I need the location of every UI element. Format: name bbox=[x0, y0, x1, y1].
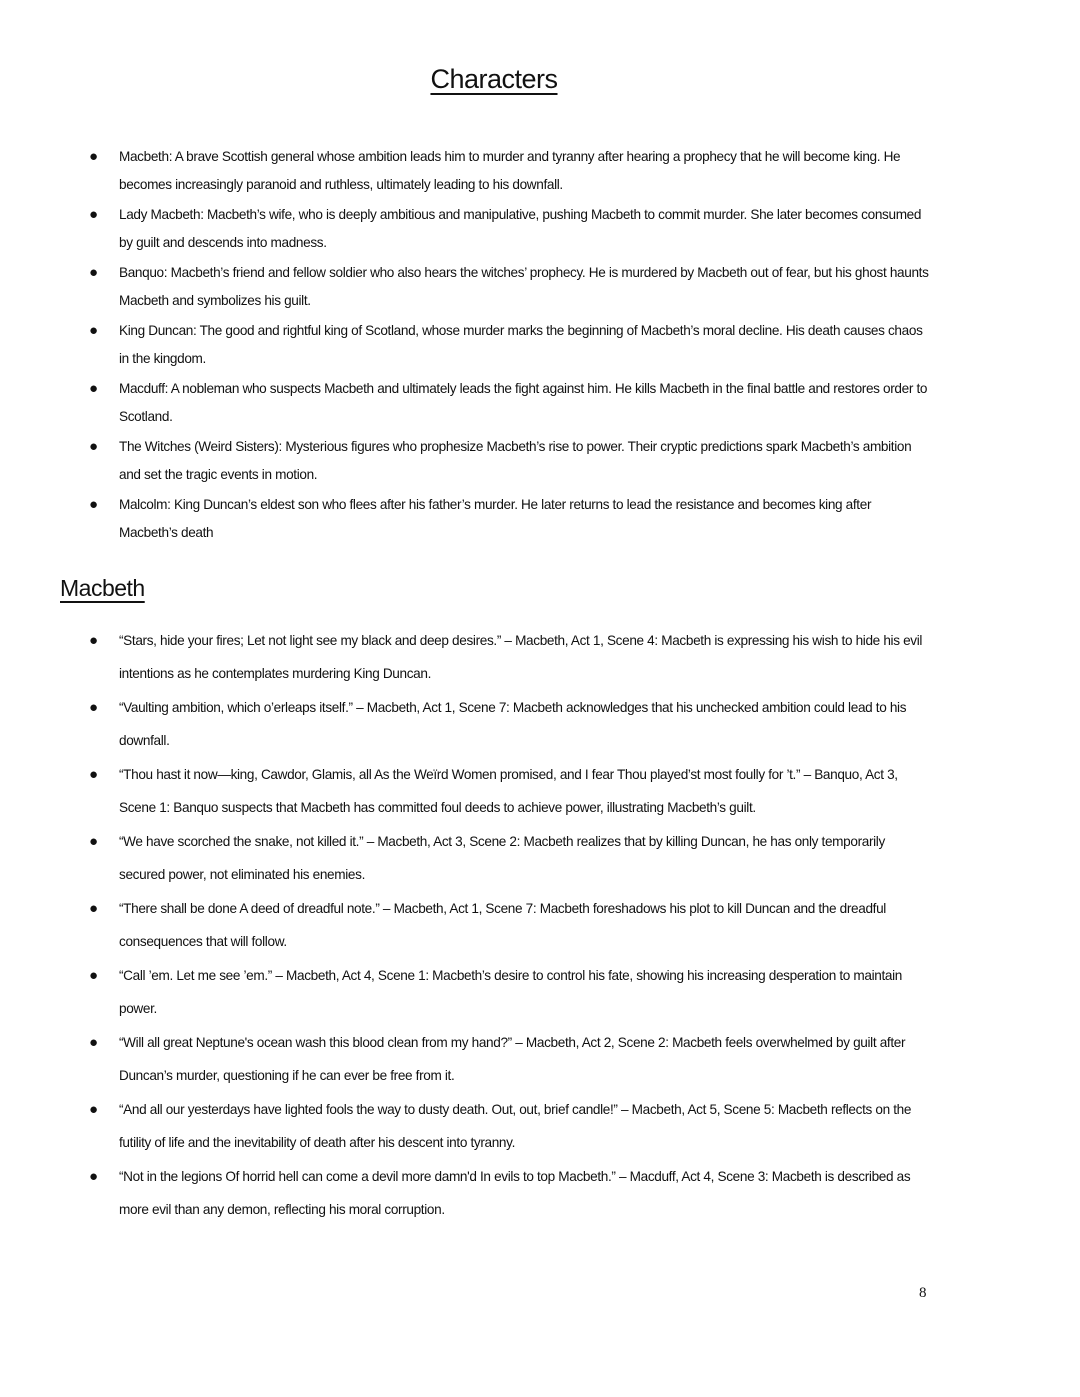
list-item-text: The Witches (Weird Sisters): Mysterious figures who prophesize Macbeth’s rise to power. Their cryptic predictions spark Macbeth’s ambition and set the tragic events in motion. bbox=[119, 439, 912, 482]
list-item-text: “Call ’em. Let me see ’em.” – Macbeth, Act 4, Scene 1: Macbeth’s desire to control his fate, showing his increasing desperation to maintain power. bbox=[119, 968, 903, 1016]
bullet-icon: ● bbox=[89, 1101, 98, 1118]
quote-item bbox=[0, 1094, 931, 1159]
characters-list bbox=[0, 143, 931, 549]
character-item bbox=[0, 433, 931, 489]
bullet-icon: ● bbox=[89, 206, 98, 223]
list-item-text: Lady Macbeth: Macbeth’s wife, who is deeply ambitious and manipulative, pushing Macbeth to commit murder. She later becomes consumed by guilt and descends into madness. bbox=[119, 207, 922, 250]
quote-item bbox=[0, 692, 931, 757]
list-item-text: “Thou hast it now—king, Cawdor, Glamis, all As the Weïrd Women promised, and I fear Thou played’st most foully for ’t.” – Banquo, Act 3, Scene 1: Banquo suspects that Macbeth has committed foul deeds to achieve power, illustrating Macbeth’s guilt. bbox=[119, 767, 898, 815]
list-item-text: King Duncan: The good and rightful king of Scotland, whose murder marks the beginning of Macbeth’s moral decline. His death causes chaos in the kingdom. bbox=[119, 323, 923, 366]
quotes-list bbox=[0, 625, 931, 1228]
bullet-icon: ● bbox=[89, 900, 98, 917]
page-title: Characters bbox=[430, 64, 558, 94]
list-item-text: “Not in the legions Of horrid hell can come a devil more damn'd In evils to top Macbeth.” – Macduff, Act 4, Scene 3: Macbeth is described as more evil than any demon, reflecting his moral corruption. bbox=[119, 1169, 911, 1217]
quote-item bbox=[0, 960, 931, 1025]
quote-item bbox=[0, 893, 931, 958]
quote-item bbox=[0, 1027, 931, 1092]
character-item bbox=[0, 259, 931, 315]
bullet-icon: ● bbox=[89, 1034, 98, 1051]
bullet-icon: ● bbox=[89, 1168, 98, 1185]
list-item-text: “And all our yesterdays have lighted fools the way to dusty death. Out, out, brief candle!” – Macbeth, Act 5, Scene 5: Macbeth reflects on the futility of life and the inevitability of death after his descent into tyranny. bbox=[119, 1102, 912, 1150]
quote-item bbox=[0, 625, 931, 690]
list-item-text: Banquo: Macbeth’s friend and fellow soldier who also hears the witches’ prophecy. He is murdered by Macbeth out of fear, but his ghost haunts Macbeth and symbolizes his guilt. bbox=[119, 265, 929, 308]
list-item-text: “Vaulting ambition, which o’erleaps itself.” – Macbeth, Act 1, Scene 7: Macbeth acknowledges that his unchecked ambition could lead to his downfall. bbox=[119, 700, 907, 748]
bullet-icon: ● bbox=[89, 766, 98, 783]
character-item bbox=[0, 201, 931, 257]
quote-item bbox=[0, 759, 931, 824]
bullet-icon: ● bbox=[89, 322, 98, 339]
bullet-icon: ● bbox=[89, 833, 98, 850]
list-item-text: Macduff: A nobleman who suspects Macbeth and ultimately leads the fight against him. He kills Macbeth in the final battle and restores order to Scotland. bbox=[119, 381, 928, 424]
list-item-text: “There shall be done A deed of dreadful note.” – Macbeth, Act 1, Scene 7: Macbeth foreshadows his plot to kill Duncan and the dreadful consequences that will follow. bbox=[119, 901, 886, 949]
list-item-text: “Stars, hide your fires; Let not light see my black and deep desires.” – Macbeth, Act 1, Scene 4: Macbeth is expressing his wish to hide his evil intentions as he contemplates murdering King Duncan. bbox=[119, 633, 923, 681]
bullet-icon: ● bbox=[89, 148, 98, 165]
bullet-icon: ● bbox=[89, 380, 98, 397]
bullet-icon: ● bbox=[89, 496, 98, 513]
character-item bbox=[0, 317, 931, 373]
page-number: 8 bbox=[919, 1285, 927, 1301]
bullet-icon: ● bbox=[89, 264, 98, 281]
character-item bbox=[0, 375, 931, 431]
bullet-icon: ● bbox=[89, 632, 98, 649]
quote-item bbox=[0, 826, 931, 891]
list-item-text: Macbeth: A brave Scottish general whose ambition leads him to murder and tyranny after hearing a prophecy that he will become king. He becomes increasingly paranoid and ruthless, ultimately leading to his downfall. bbox=[119, 149, 901, 192]
list-item-text: Malcolm: King Duncan’s eldest son who flees after his father’s murder. He later returns to lead the resistance and becomes king after Macbeth’s death bbox=[119, 497, 872, 540]
character-item bbox=[0, 491, 931, 547]
list-item-text: “Will all great Neptune's ocean wash this blood clean from my hand?” – Macbeth, Act 2, Scene 2: Macbeth feels overwhelmed by guilt after Duncan’s murder, questioning if he can ever be free from it. bbox=[119, 1035, 906, 1083]
quote-item bbox=[0, 1161, 931, 1226]
bullet-icon: ● bbox=[89, 438, 98, 455]
bullet-icon: ● bbox=[89, 699, 98, 716]
list-item-text: “We have scorched the snake, not killed it.” – Macbeth, Act 3, Scene 2: Macbeth realizes that by killing Duncan, he has only temporarily secured power, not eliminated his enemies. bbox=[119, 834, 885, 882]
section-heading-macbeth: Macbeth bbox=[60, 575, 145, 601]
bullet-icon: ● bbox=[89, 967, 98, 984]
character-item bbox=[0, 143, 931, 199]
